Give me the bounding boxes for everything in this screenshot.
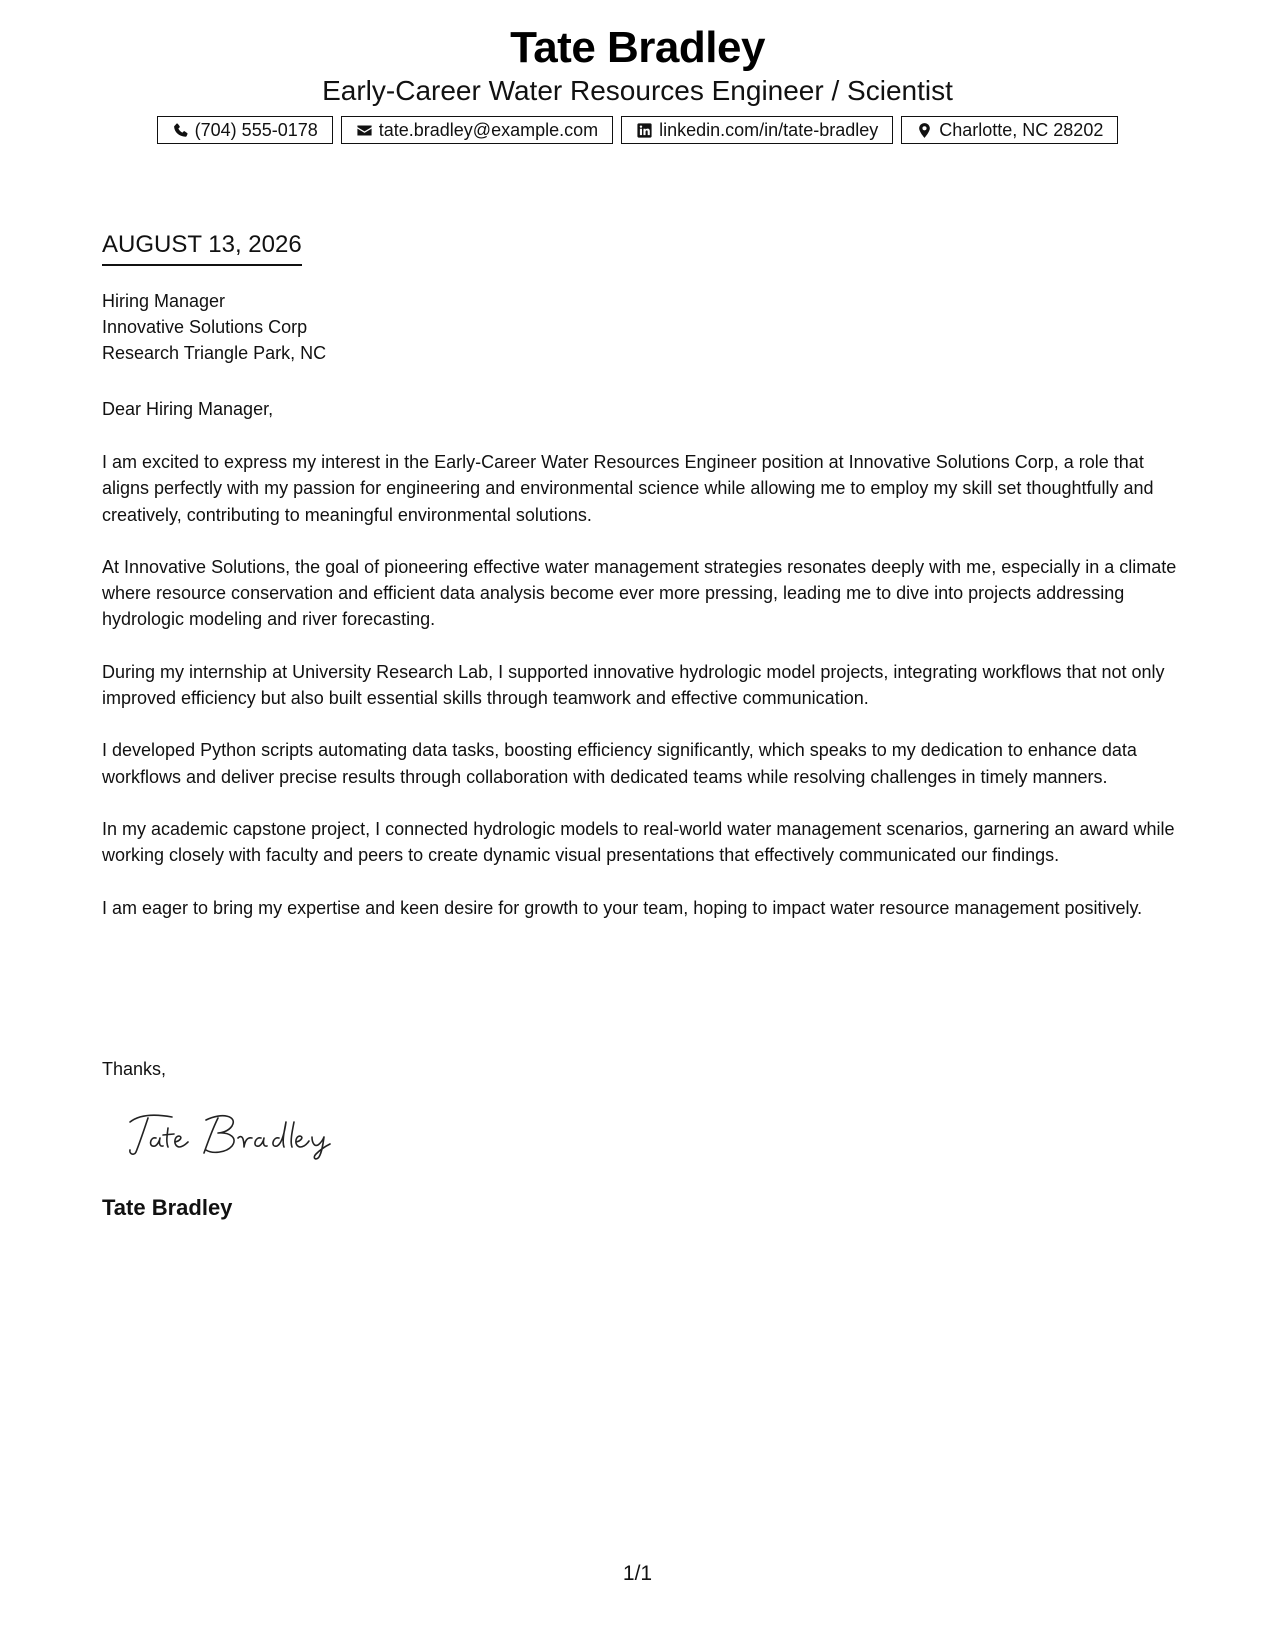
body-paragraph: At Innovative Solutions, the goal of pioneering effective water management strategies resonates deeply with me, especially in a climate where resource conservation and efficient data analysis become ever more pressing, leading me to dive into projects addressing hydrologic modeling and river forecasting. bbox=[102, 556, 1177, 630]
page-number: 1/1 bbox=[622, 1562, 653, 1585]
letter-body bbox=[102, 449, 1182, 947]
phone-icon bbox=[172, 122, 189, 139]
body-paragraph: I am eager to bring my expertise and keen desire for growth to your team, hoping to impact water resource management positively. bbox=[102, 897, 1143, 918]
contact-location-text: Charlotte, NC 28202 bbox=[939, 119, 1104, 140]
contact-linkedin-text: linkedin.com/in/tate-bradley bbox=[659, 119, 879, 140]
linkedin-icon bbox=[636, 122, 653, 139]
handwritten-signature bbox=[126, 1108, 346, 1160]
recipient-line: Innovative Solutions Corp bbox=[102, 317, 308, 337]
contact-phone-text: (704) 555-0178 bbox=[194, 119, 318, 140]
map-pin-icon bbox=[916, 122, 933, 139]
body-paragraph: I am excited to express my interest in the Early-Career Water Resources Engineer position at Innovative Solutions Corp, a role that aligns perfectly with my passion for engineering and environmental science while allowing me to employ my skill set thoughtfully and creatively, contributing to meaningful environmental solutions. bbox=[102, 452, 1154, 525]
signed-name: Tate Bradley bbox=[102, 1195, 233, 1220]
recipient-line: Hiring Manager bbox=[102, 291, 226, 311]
body-paragraph: I developed Python scripts automating data tasks, boosting efficiency significantly, which speaks to my dedication to enhance data workflows and deliver precise results through collaboration with dedicated teams while resolving challenges in timely manners. bbox=[102, 740, 1137, 787]
contact-bar bbox=[0, 116, 1275, 144]
recipient-block bbox=[102, 288, 326, 366]
applicant-name: Tate Bradley bbox=[510, 23, 765, 72]
salutation: Dear Hiring Manager, bbox=[102, 399, 274, 419]
letter-date: AUGUST 13, 2026 bbox=[102, 230, 302, 266]
contact-email-text: tate.bradley@example.com bbox=[378, 119, 599, 140]
recipient-line: Research Triangle Park, NC bbox=[102, 343, 327, 363]
letter-header bbox=[0, 22, 1275, 144]
contact-linkedin bbox=[621, 116, 893, 144]
contact-email bbox=[341, 116, 613, 144]
closing: Thanks, bbox=[102, 1059, 167, 1079]
envelope-icon bbox=[356, 122, 373, 139]
contact-phone bbox=[157, 116, 333, 144]
body-paragraph: During my internship at University Research Lab, I supported innovative hydrologic model projects, integrating workflows that not only improved efficiency but also built essential skills through teamwork and effective communication. bbox=[102, 661, 1165, 709]
contact-location bbox=[901, 116, 1118, 144]
applicant-role: Early-Career Water Resources Engineer / Scientist bbox=[322, 75, 953, 106]
body-paragraph: In my academic capstone project, I connected hydrologic models to real-world water management scenarios, garnering an award while working closely with faculty and peers to create dynamic visual presentations that effectively communicated our findings. bbox=[102, 818, 1175, 866]
